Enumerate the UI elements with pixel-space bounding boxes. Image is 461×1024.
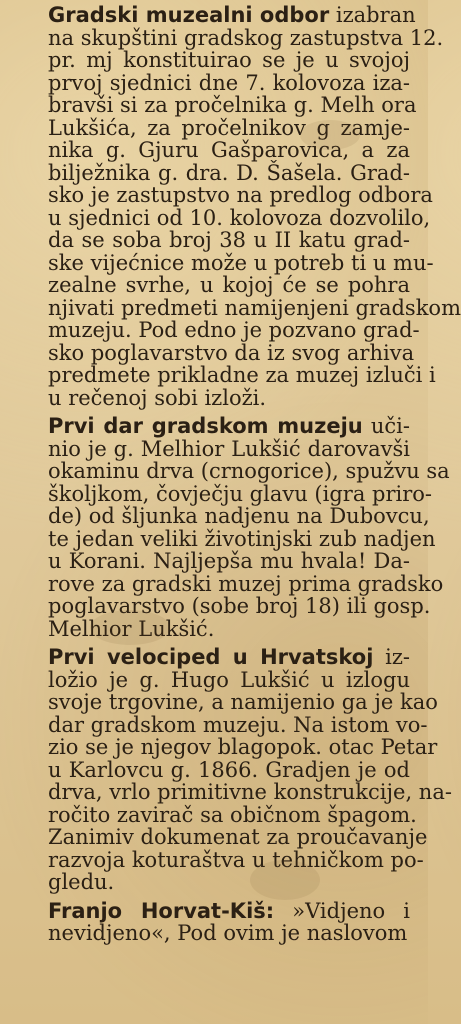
text-line [48, 526, 436, 551]
text-line [48, 415, 410, 438]
paragraph-first-gift [48, 414, 450, 641]
line-text: uči- [362, 414, 410, 438]
paragraph-first-bicycle [48, 645, 452, 894]
line-text: drva, vrlo primitivne konstrukcije, na- [48, 780, 452, 804]
text-line [48, 25, 444, 50]
text-line [48, 646, 410, 669]
text-line [48, 735, 438, 759]
line-text: svoje trgovine, a namijenio ga je kao [48, 690, 438, 714]
paragraph-heading: Prvi velociped u Hrvatskoj [48, 645, 374, 669]
text-line [48, 250, 434, 275]
text-line [48, 871, 410, 894]
line-text: u Korani. Najljepša mu hvala! Da- [48, 549, 410, 573]
line-text: ske vijećnice može u potreb ti u mu- [48, 250, 434, 275]
line-text: rove za gradski muzej prima gradsko [48, 571, 444, 596]
text-line [48, 295, 461, 320]
text-line [48, 139, 410, 162]
line-text: u sjednici od 10. kolovoza dozvolilo, [48, 205, 431, 230]
paragraph-museum-board [48, 3, 461, 410]
text-line [48, 618, 410, 641]
line-text: dar gradskom muzeju. Na istom vo- [48, 712, 428, 737]
text-line [48, 459, 450, 483]
text-line [48, 387, 410, 410]
line-text: gledu. [48, 870, 115, 894]
line-text: prvoj sjednici dne 7. kolovoza iza- [48, 70, 410, 95]
text-line [48, 847, 424, 872]
text-line [48, 117, 410, 140]
text-line [48, 318, 420, 342]
text-line [48, 712, 428, 737]
line-text: poglavarstvo (sobe broj 18) ili gosp. [48, 594, 431, 618]
text-line [48, 900, 410, 923]
text-line [48, 183, 433, 207]
line-text: Melhior Lukšić. [48, 616, 215, 641]
text-line [48, 669, 410, 692]
text-line [48, 363, 436, 387]
line-text: muzeju. Pod edno je pozvano grad- [48, 318, 420, 342]
text-line [48, 780, 452, 804]
text-line [48, 93, 417, 117]
line-text: nio je g. Melhior Lukšić darovavši [48, 436, 410, 461]
line-text: Zanimiv dokumenat za proučavanje [48, 825, 428, 849]
text-line [48, 49, 410, 72]
line-text: pr. mj konstituirao se je u svojoj [48, 48, 410, 72]
text-line [48, 759, 410, 782]
text-line [48, 825, 428, 849]
text-line [48, 229, 410, 252]
line-text: ročito zavirač sa običnom špagom. [48, 802, 417, 827]
line-text: »Vidjeno i [274, 898, 410, 923]
paragraph-heading: Gradski muzealni odbor [48, 3, 330, 27]
line-text: školjkom, čovječju glavu (igra priro- [48, 481, 432, 506]
text-line [48, 690, 438, 714]
text-line [48, 3, 416, 27]
text-line [48, 802, 417, 827]
paragraph-heading: Franjo Horvat-Kiš: [48, 898, 275, 923]
text-line [48, 340, 415, 365]
line-text: u Karlovcu g. 1866. Gradjen je od [48, 757, 410, 782]
text-line [48, 162, 410, 185]
line-text: zio se je njegov blagopok. otac Petar [48, 735, 438, 759]
line-text: bilježnika g. dra. D. Šašela. Grad- [48, 160, 410, 185]
text-line [48, 481, 432, 506]
line-text: de) od šljunka nadjenu na Dubovcu, [48, 504, 430, 528]
text-line [48, 550, 410, 573]
line-text: njivati predmeti namijenjeni gradskom [48, 295, 461, 320]
line-text: sko je zastupstvo na predlog odbora [48, 183, 433, 207]
line-text: nika g. Gjuru Gašparovica, a za [48, 138, 410, 162]
text-line [48, 205, 431, 230]
line-text: ložio je g. Hugo Lukšić u izlogu [48, 667, 410, 692]
line-text: okaminu drva (crnogorice), spužvu sa [48, 459, 450, 483]
line-text: predmete prikladne za muzej izluči i [48, 363, 436, 387]
article-text [48, 3, 461, 945]
line-text: nevidjeno«, Pod ovim je naslovom [48, 921, 408, 945]
text-line [48, 72, 410, 95]
line-text: da se soba broj 38 u II katu grad- [48, 228, 410, 252]
line-text: u rečenoj sobi izloži. [48, 385, 267, 410]
line-text: na skupštini gradskog zastupstva 12. [48, 25, 444, 50]
text-line [48, 504, 430, 528]
line-text: izabran [329, 3, 416, 27]
paragraph-heading: Prvi dar gradskom muzeju [48, 414, 363, 438]
paragraph-horvat-kis [48, 900, 410, 945]
line-text: Lukšića, za pročelnikov g zamje- [48, 115, 410, 140]
line-text: razvoja koturaštva u tehničkom po- [48, 847, 424, 872]
text-line [48, 274, 410, 297]
line-text: bravši si za pročelnika g. Melh ora [48, 93, 417, 117]
text-line [48, 438, 410, 461]
line-text: iz- [373, 645, 410, 669]
line-text: sko poglavarstvo da iz svog arhiva [48, 340, 415, 365]
text-line [48, 571, 444, 596]
line-text: te jedan veliki životinjski zub nadjen [48, 526, 436, 551]
text-line [48, 594, 431, 618]
text-line [48, 922, 410, 945]
line-text: zealne svrhe, u kojoj će se pohra [48, 273, 410, 297]
